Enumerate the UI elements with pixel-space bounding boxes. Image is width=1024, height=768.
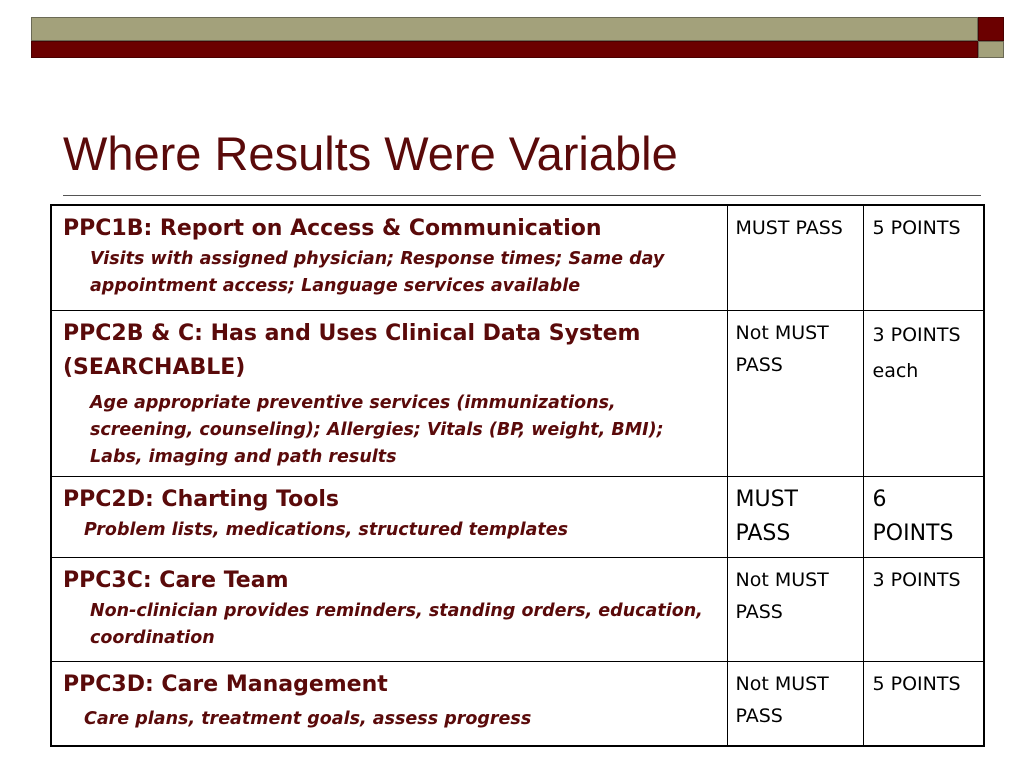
table-row bbox=[51, 476, 984, 557]
table-row bbox=[51, 557, 984, 661]
criterion-heading: PPC2B & C: Has and Uses Clinical Data System (SEARCHABLE) bbox=[63, 320, 641, 380]
requirement-cell: MUST PASS bbox=[727, 476, 863, 557]
corner-square-maroon bbox=[978, 17, 1004, 41]
criteria-table bbox=[50, 204, 985, 747]
criterion-heading: PPC1B: Report on Access & Communication bbox=[63, 216, 602, 241]
points-cell: 6 POINTS bbox=[863, 476, 984, 557]
criterion-heading: PPC3C: Care Team bbox=[63, 567, 289, 593]
table-row bbox=[51, 310, 984, 476]
criterion-description: Visits with assigned physician; Response times; Same day appointment access; Language services available bbox=[90, 249, 665, 296]
points-cell: 3 POINTS bbox=[863, 557, 984, 661]
criterion-cell bbox=[51, 476, 727, 557]
criterion-description: Age appropriate preventive services (immunizations, screening, counseling); Allergies; Vitals (BP, weight, BMI); Labs, imaging and path results bbox=[90, 392, 664, 467]
criterion-description: Non-clinician provides reminders, standing orders, education, coordination bbox=[90, 600, 703, 648]
header-band-olive bbox=[31, 17, 978, 41]
requirement-cell: Not MUST PASS bbox=[727, 661, 863, 746]
requirement-cell: MUST PASS bbox=[727, 205, 863, 310]
requirement-cell: Not MUST PASS bbox=[727, 557, 863, 661]
criterion-cell bbox=[51, 310, 727, 476]
points-cell: 3 POINTS each bbox=[863, 310, 984, 476]
criterion-description: Care plans, treatment goals, assess progress bbox=[84, 708, 532, 729]
corner-square-olive bbox=[978, 41, 1004, 58]
criterion-cell bbox=[51, 205, 727, 310]
points-cell: 5 POINTS bbox=[863, 661, 984, 746]
table-row bbox=[51, 661, 984, 746]
criterion-cell bbox=[51, 557, 727, 661]
criterion-description: Problem lists, medications, structured templates bbox=[84, 519, 569, 540]
requirement-cell: Not MUST PASS bbox=[727, 310, 863, 476]
header-band-maroon bbox=[31, 41, 978, 58]
criterion-cell bbox=[51, 661, 727, 746]
slide-title: Where Results Were Variable bbox=[63, 127, 678, 180]
criterion-heading: PPC2D: Charting Tools bbox=[63, 486, 339, 512]
table-row bbox=[51, 205, 984, 310]
criterion-heading: PPC3D: Care Management bbox=[63, 671, 388, 697]
points-cell: 5 POINTS bbox=[863, 205, 984, 310]
title-divider bbox=[63, 195, 981, 196]
